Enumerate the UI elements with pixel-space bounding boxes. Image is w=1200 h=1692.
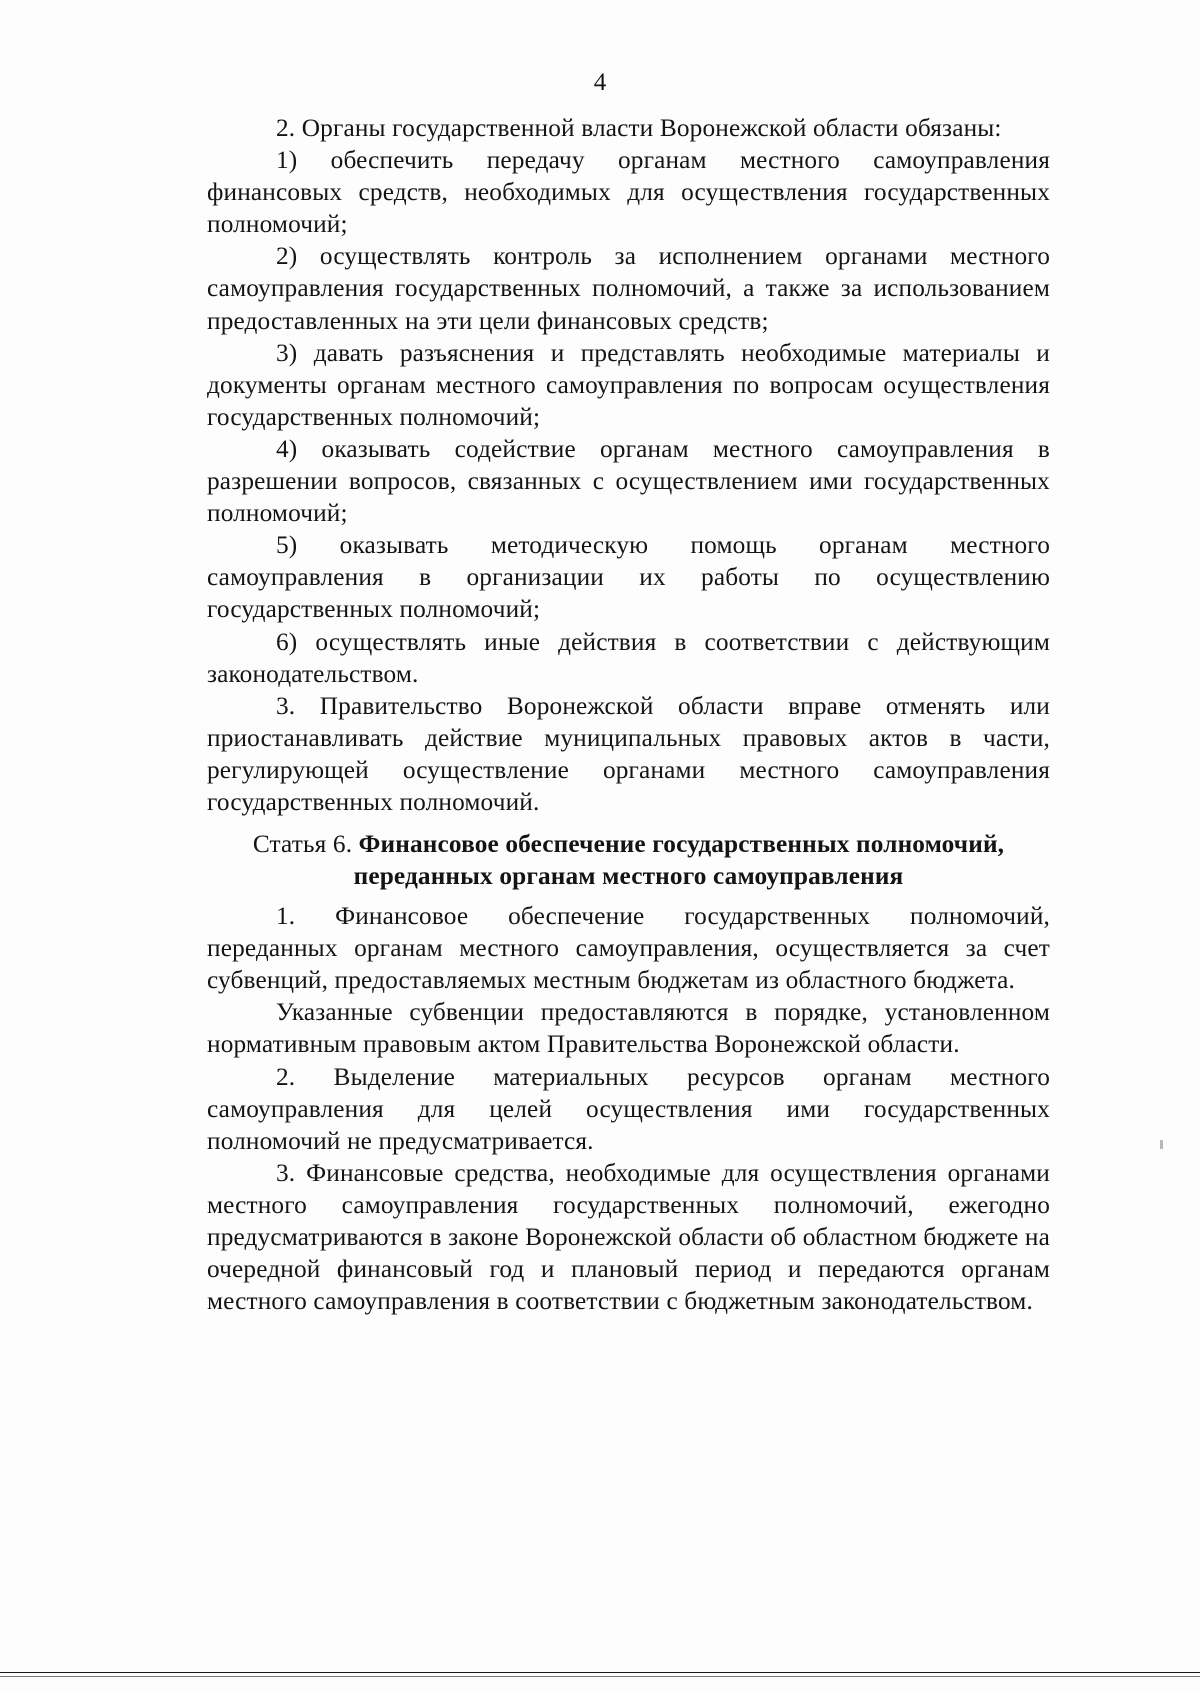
- article-number: Статья 6.: [252, 830, 353, 859]
- paragraph-item-2: 2) осуществлять контроль за исполнением органами местного самоуправления государственных полномочий, а также за использованием предоставленных на эти цели финансовых средств;: [207, 242, 1050, 335]
- paragraph-item-4: 4) оказывать содействие органам местного самоуправления в разрешении вопросов, связанных с осуществлением ими государственных полномочий;: [207, 434, 1050, 528]
- document-body: [207, 112, 1050, 1317]
- paragraph-financial-means: 3. Финансовые средства, необходимые для осуществления органами местного самоуправления государственных полномочий, ежегодно предусматриваются в законе Воронежской области об областном бюджете на очередной финансовый год и плановый период и передаются органам местного самоуправления в соответствии с бюджетным законодательством.: [207, 1158, 1050, 1316]
- article-heading: [207, 828, 1050, 892]
- paragraph-item-5: 5) оказывать методическую помощь органам местного самоуправления в организации их работы по осуществлению государственных полномочий;: [207, 531, 1050, 624]
- scan-bottom-edge-shadow: [0, 1676, 1200, 1677]
- scan-speck: [1160, 1140, 1163, 1149]
- paragraph-item-3: 3) давать разъяснения и представлять необходимые материалы и документы органам местного самоуправления по вопросам осуществления государственных полномочий;: [207, 338, 1050, 431]
- paragraph-item-1: 1) обеспечить передачу органам местного самоуправления финансовых средств, необходимых для осуществления государственных полномочий;: [207, 146, 1050, 239]
- paragraph-financing-1: 1. Финансовое обеспечение государственных полномочий, переданных органам местного самоуправления, осуществляется за счет субвенций, предоставляемых местным бюджетам из областного бюджета.: [207, 902, 1050, 995]
- page-number: 4: [593, 69, 607, 96]
- scan-bottom-edge: [0, 1672, 1200, 1673]
- article-title-line-1: Финансовое обеспечение государственных полномочий,: [358, 830, 1005, 859]
- article-title-line-2: переданных органам местного самоуправления: [353, 862, 904, 891]
- paragraph-material-resources: 2. Выделение материальных ресурсов органам местного самоуправления для целей осуществления ими государственных полномочий не предусматривается.: [207, 1062, 1050, 1155]
- paragraph-subventions: Указанные субвенции предоставляются в порядке, установленном нормативным правовым актом Правительства Воронежской области.: [207, 998, 1050, 1059]
- paragraph-obligations-intro: 2. Органы государственной власти Воронежской области обязаны:: [276, 114, 1002, 142]
- paragraph-government-powers: 3. Правительство Воронежской области вправе отменять или приостанавливать действие муниципальных правовых актов в части, регулирующей осуществление органами местного самоуправления государственных полномочий.: [207, 691, 1050, 816]
- paragraph-item-6: 6) осуществлять иные действия в соответствии с действующим законодательством.: [207, 627, 1050, 688]
